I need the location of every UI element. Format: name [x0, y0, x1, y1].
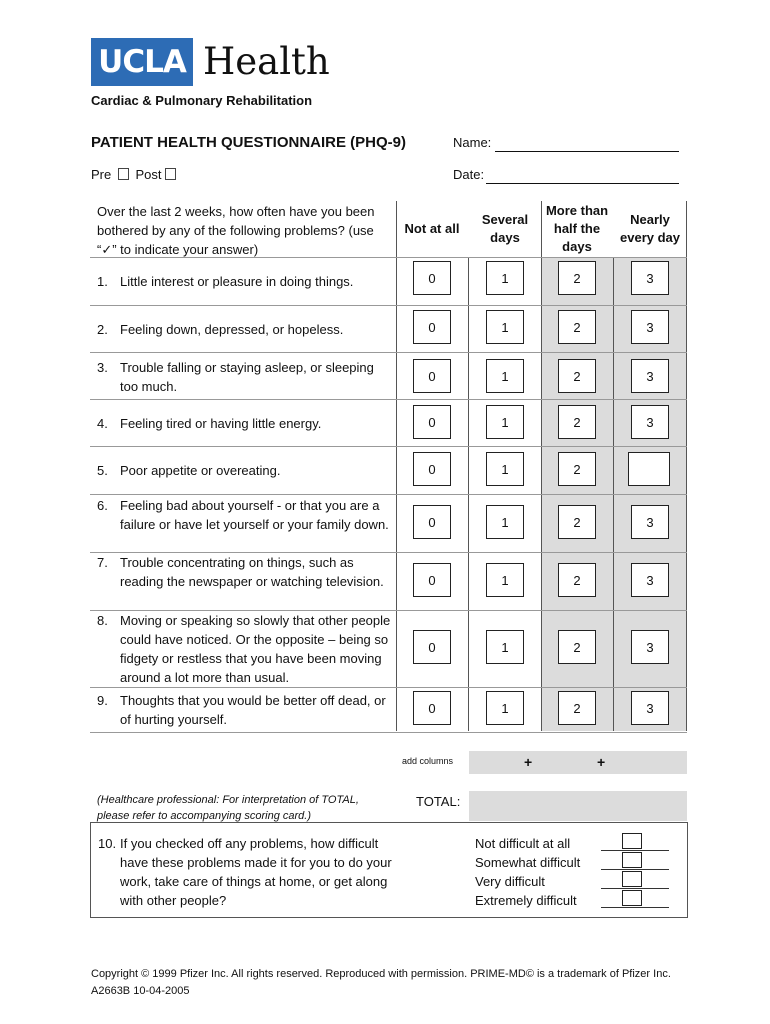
- answer-box-q7-1[interactable]: 1: [486, 563, 524, 597]
- difficulty-option-label: Somewhat difficult: [475, 855, 581, 870]
- name-label: Name:: [453, 135, 492, 150]
- plus-sign: +: [597, 754, 606, 770]
- pre-label: Pre: [91, 167, 112, 182]
- answer-box-q8-0[interactable]: 0: [413, 630, 451, 664]
- difficulty-checkbox-somewhat[interactable]: [622, 852, 642, 868]
- question-text: 2. Feeling down, depressed, or hopeless.: [97, 322, 344, 337]
- copyright-footer: Copyright © 1999 Pfizer Inc. All rights reserved. Reproduced with permission. PRIME-MD© is a trademark of Pfizer Inc. A2663B 10-04-2005: [91, 968, 671, 997]
- difficulty-option-label: Very difficult: [475, 874, 545, 889]
- question-text: 5. Poor appetite or overeating.: [97, 463, 281, 478]
- answer-box-q4-3[interactable]: 3: [631, 405, 669, 439]
- answer-box-q7-3[interactable]: 3: [631, 563, 669, 597]
- col-header-nearly-every-day: Nearly every day: [620, 212, 680, 245]
- total-label: TOTAL:: [416, 794, 461, 809]
- question-text: 6. Feeling bad about yourself - or that you are a failure or have let yourself or your family down.: [97, 498, 389, 532]
- instructions-text: Over the last 2 weeks, how often have you been bothered by any of the following problems? (use “✓” to indicate your answer): [97, 204, 375, 257]
- answer-box-q3-2[interactable]: 2: [558, 359, 596, 393]
- answer-box-q6-1[interactable]: 1: [486, 505, 524, 539]
- question-text: 7. Trouble concentrating on things, such as reading the newspaper or watching television.: [97, 555, 384, 589]
- answer-line: [601, 888, 669, 889]
- department-label: Cardiac & Pulmonary Rehabilitation: [91, 93, 313, 108]
- question-text: 8. Moving or speaking so slowly that other people could have noticed. Or the opposite – being so fidgety or restless that you have been moving around a lot more than usual.: [97, 613, 391, 685]
- question-10-box: [90, 822, 688, 918]
- question-text: 9. Thoughts that you would be better off dead, or of hurting yourself.: [97, 693, 386, 727]
- difficulty-option-label: Extremely difficult: [475, 893, 577, 908]
- difficulty-checkbox-extremely[interactable]: [622, 890, 642, 906]
- question-text: 1. Little interest or pleasure in doing things.: [97, 274, 354, 289]
- answer-box-q1-2[interactable]: 2: [558, 261, 596, 295]
- plus-sign: +: [524, 754, 533, 770]
- answer-box-q9-3[interactable]: 3: [631, 691, 669, 725]
- ucla-logo-box: UCLA: [91, 38, 193, 86]
- question-row-1: [90, 257, 687, 306]
- answer-box-q6-0[interactable]: 0: [413, 505, 451, 539]
- col-header-several-days: Several days: [481, 212, 529, 245]
- question-text: 4. Feeling tired or having little energy.: [97, 416, 322, 431]
- answer-box-q9-2[interactable]: 2: [558, 691, 596, 725]
- answer-box-q5-0[interactable]: 0: [413, 452, 451, 486]
- answer-box-q2-0[interactable]: 0: [413, 310, 451, 344]
- date-line: [486, 182, 679, 184]
- answer-box-q4-0[interactable]: 0: [413, 405, 451, 439]
- page-title: PATIENT HEALTH QUESTIONNAIRE (PHQ-9): [91, 134, 406, 151]
- answer-box-q8-3[interactable]: 3: [631, 630, 669, 664]
- question-row-2: [90, 305, 687, 353]
- answer-box-q5-2[interactable]: 2: [558, 452, 596, 486]
- question-row-4: [90, 399, 687, 447]
- difficulty-option-label: Not difficult at all: [475, 836, 571, 851]
- answer-box-q2-2[interactable]: 2: [558, 310, 596, 344]
- interpretation-note: (Healthcare professional: For interpretation of TOTAL, please refer to accompanying scoring card.): [97, 794, 359, 822]
- answer-box-q3-1[interactable]: 1: [486, 359, 524, 393]
- answer-box-q1-0[interactable]: 0: [413, 261, 451, 295]
- answer-box-q4-1[interactable]: 1: [486, 405, 524, 439]
- question-row-6: [90, 494, 687, 553]
- difficulty-options: [475, 834, 580, 910]
- question-text: 3. Trouble falling or staying asleep, or sleeping too much.: [97, 360, 374, 394]
- answer-box-q5-3[interactable]: [628, 452, 670, 486]
- question-row-3: [90, 352, 687, 400]
- answer-box-q2-1[interactable]: 1: [486, 310, 524, 344]
- name-line: [495, 150, 679, 152]
- post-label: Post: [135, 167, 162, 182]
- answer-box-q9-1[interactable]: 1: [486, 691, 524, 725]
- question-10-text: 10. If you checked off any problems, how difficult have these problems made it for you to do your work, take care of things at home, or get along with other people?: [98, 836, 392, 908]
- answer-box-q3-0[interactable]: 0: [413, 359, 451, 393]
- answer-box-q9-0[interactable]: 0: [413, 691, 451, 725]
- health-logo-text: Health: [203, 40, 330, 83]
- answer-line: [601, 850, 669, 851]
- add-columns-cell[interactable]: [469, 751, 687, 774]
- question-row-8: [90, 610, 687, 688]
- date-field[interactable]: [453, 167, 683, 185]
- answer-line: [601, 907, 669, 908]
- question-row-5: [90, 446, 687, 495]
- answer-box-q6-2[interactable]: 2: [558, 505, 596, 539]
- col-header-not-at-all: Not at all: [404, 221, 460, 236]
- question-row-9: [90, 687, 687, 733]
- difficulty-checkbox-very[interactable]: [622, 871, 642, 887]
- answer-box-q1-1[interactable]: 1: [486, 261, 524, 295]
- date-label: Date:: [453, 167, 485, 182]
- answer-box-q2-3[interactable]: 3: [631, 310, 669, 344]
- pre-post-selector: [91, 167, 179, 182]
- total-field[interactable]: [469, 791, 687, 821]
- answer-line: [601, 869, 669, 870]
- answer-box-q3-3[interactable]: 3: [631, 359, 669, 393]
- add-columns-label: add columns: [402, 756, 454, 766]
- answer-box-q6-3[interactable]: 3: [631, 505, 669, 539]
- answer-box-q7-2[interactable]: 2: [558, 563, 596, 597]
- difficulty-checkbox-none[interactable]: [622, 833, 642, 849]
- question-row-7: [90, 552, 687, 611]
- answer-box-q7-0[interactable]: 0: [413, 563, 451, 597]
- answer-box-q5-1[interactable]: 1: [486, 452, 524, 486]
- name-field[interactable]: [453, 135, 683, 153]
- answer-box-q8-2[interactable]: 2: [558, 630, 596, 664]
- answer-box-q4-2[interactable]: 2: [558, 405, 596, 439]
- answer-box-q1-3[interactable]: 3: [631, 261, 669, 295]
- col-header-more-than-half: More than half the days: [545, 203, 609, 254]
- post-checkbox[interactable]: [165, 168, 176, 180]
- pre-checkbox[interactable]: [118, 168, 129, 180]
- answer-box-q8-1[interactable]: 1: [486, 630, 524, 664]
